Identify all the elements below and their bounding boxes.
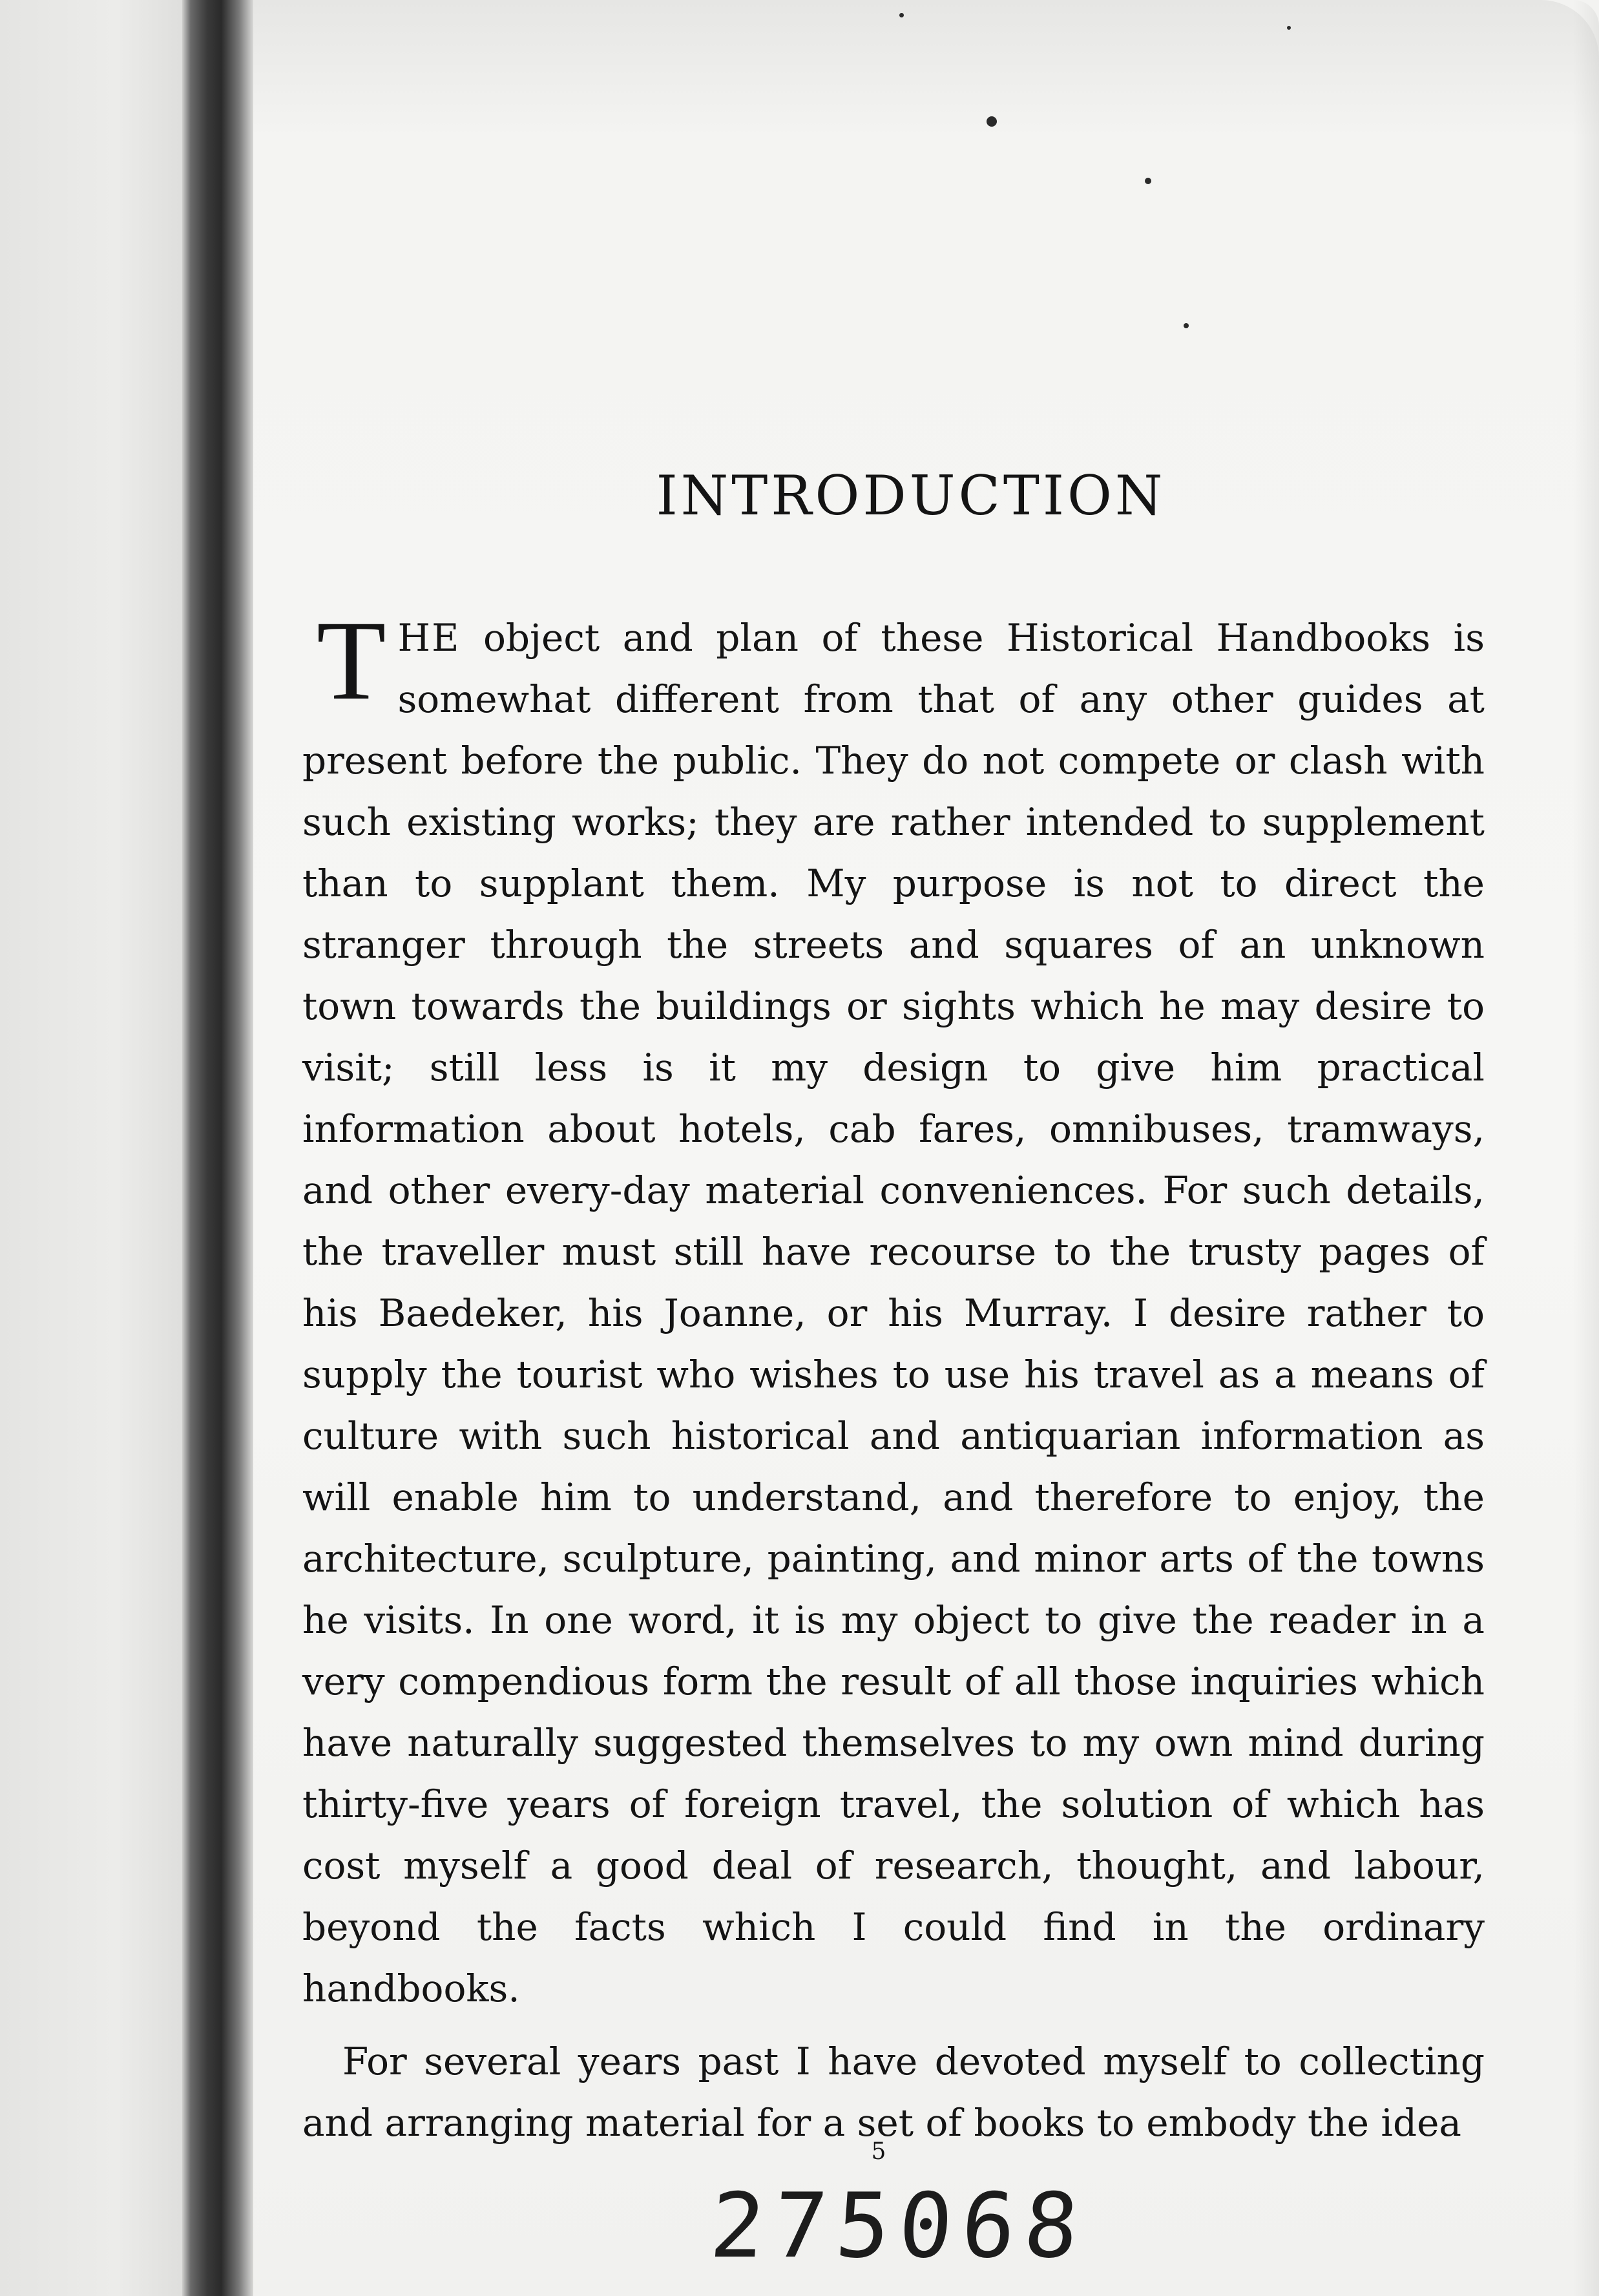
introduction-body bbox=[302, 598, 1485, 2154]
library-stamp-number: 275068 bbox=[707, 2174, 1091, 2278]
paragraph-1-text: object and plan of these Historical Handbooks is somewhat different from that of any other guides at present before the public. They do not compete or clash with such existing works; they are rather intended to supplement than to supplant them. My purpose is not to direct the stranger through the streets and squares of an unknown town towards the buildings or sights which he may desire to visit; still less is it my design to give him practical information about hotels, cab fares, omnibuses, tramways, and other every-day material conveniences. For such details, the traveller must still have recourse to the trusty pages of his Baedeker, his Joanne, or his Murray. I desire rather to supply the tourist who wishes to use his travel as a means of culture with such historical and antiquarian information as will enable him to understand, and therefore to enjoy, the architecture, sculpture, painting, and minor arts of the towns he visits. In one word, it is my object to give the reader in a very compendious form the result of all those inquiries which have naturally suggested themselves to my own mind during thirty-five years of foreign travel, the solution of which has cost myself a good deal of research, thought, and labour, beyond the facts which I could find in the ordinary handbooks. bbox=[302, 616, 1485, 2010]
ink-speck bbox=[1184, 323, 1189, 328]
paragraph-2: For several years past I have devoted myself to collecting and arranging material for a set of books to embody the idea bbox=[302, 2039, 1485, 2145]
ink-speck bbox=[1287, 26, 1291, 30]
left-facing-page-margin bbox=[0, 0, 194, 2296]
page-title: INTRODUCTION bbox=[656, 464, 1166, 527]
page-edge-shadow bbox=[1573, 0, 1599, 2296]
ink-speck bbox=[1145, 178, 1151, 184]
ink-speck bbox=[899, 13, 904, 17]
book-spine-gutter bbox=[182, 0, 253, 2296]
drop-cap-letter: T bbox=[317, 598, 386, 724]
page-number: 5 bbox=[871, 2138, 886, 2165]
ink-speck bbox=[987, 116, 997, 127]
paragraph-1 bbox=[302, 598, 1485, 2019]
paragraph-1-lead: HE bbox=[397, 616, 461, 660]
